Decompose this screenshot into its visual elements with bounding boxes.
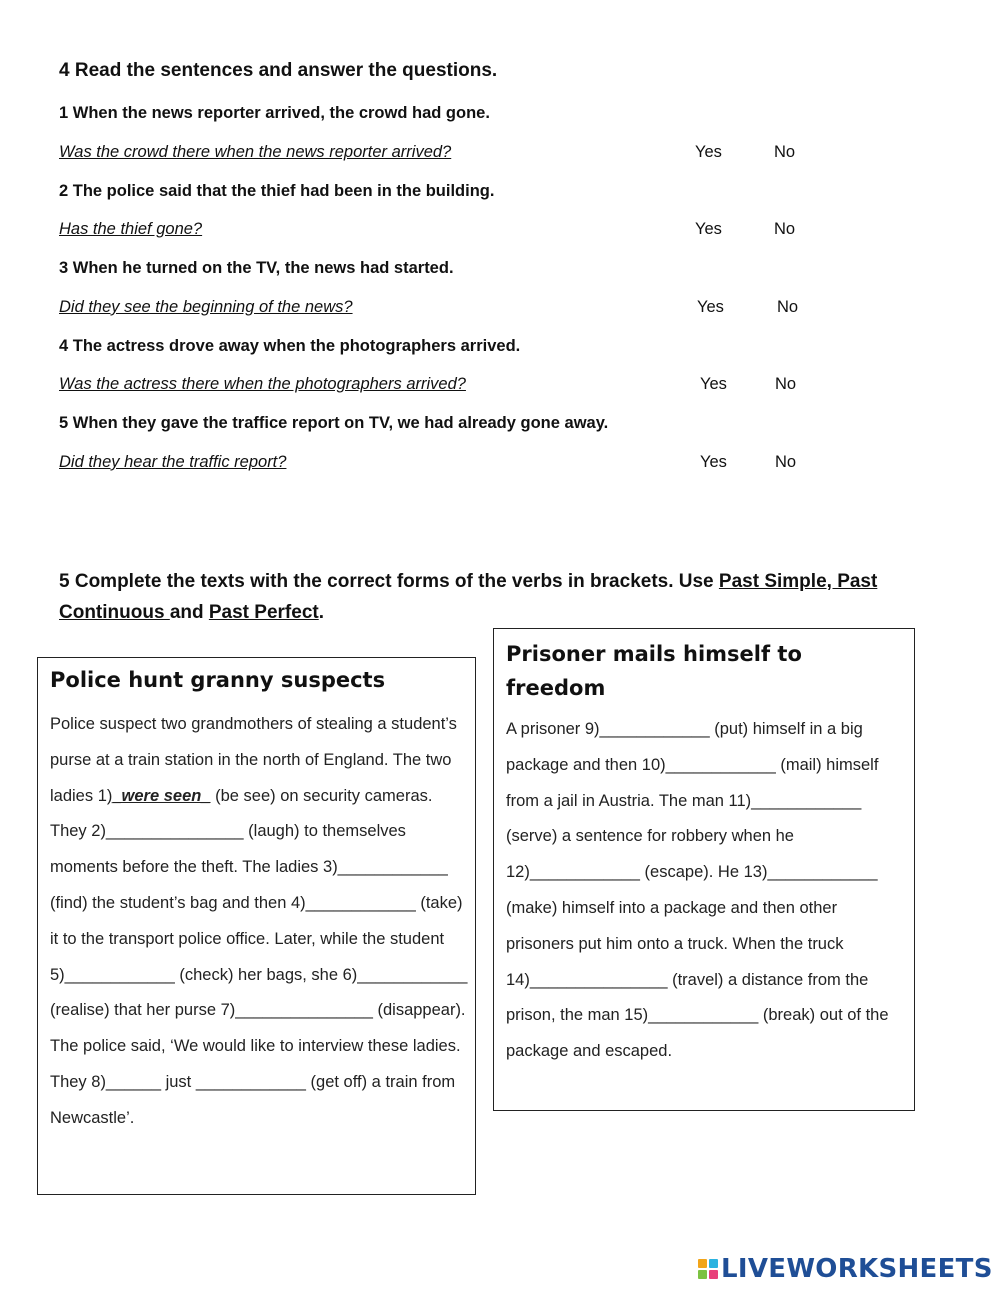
granny-suspects-box <box>37 657 476 1195</box>
section-4-heading: 4 Read the sentences and answer the questions. <box>59 60 498 81</box>
liveworksheets-logo <box>698 1254 993 1284</box>
yes-option-5[interactable]: Yes <box>700 453 727 471</box>
box-title: Prisoner mails himself to freedom <box>506 642 802 700</box>
box-title: Police hunt granny suspects <box>50 668 386 692</box>
sentence-5: 5 When they gave the traffice report on TV, we had already gone away. <box>59 414 609 432</box>
no-option-4[interactable]: No <box>775 375 797 393</box>
question-1: Was the crowd there when the news reporter arrived? <box>59 143 452 161</box>
no-option-2[interactable]: No <box>774 220 796 238</box>
yes-option-4[interactable]: Yes <box>700 375 727 393</box>
prisoner-mails-box <box>493 628 915 1111</box>
logo-square <box>709 1270 718 1279</box>
question-2: Has the thief gone? <box>59 220 203 238</box>
logo-text: LIVEWORKSHEETS <box>721 1254 993 1284</box>
no-option-1[interactable]: No <box>774 143 796 161</box>
no-option-3[interactable]: No <box>777 298 799 316</box>
sentence-1: 1 When the news reporter arrived, the crowd had gone. <box>59 104 490 122</box>
section-5-heading: 5 Complete the texts with the correct forms of the verbs in brackets. Use Past Simple, Past Continuous and Past Perfect. <box>59 571 878 623</box>
yes-option-3[interactable]: Yes <box>697 298 724 316</box>
box-text: A prisoner 9)____________ (put) himself in a big package and then 10)____________ (mail) himself from a jail in Austria. The man 11)____________ (serve) a sentence for robbery when he 12)____________ (escape). He 13)____________ (make) himself into a package and then other prisoners put him onto a truck. When the truck 14)_______________ (travel) a distance from the prison, the man 15)____________ (break) out of the package and escaped. <box>506 720 889 1061</box>
logo-square <box>698 1259 707 1268</box>
logo-square <box>709 1259 718 1268</box>
box-text: Police suspect two grandmothers of stealing a student’s purse at a train station in the north of England. The two ladies 1)_were seen_ (be see) on security cameras. They 2)_______________ (laugh) to themselves moments before the theft. The ladies 3)____________ (find) the student’s bag and then 4)____________ (take) it to the transport police office. Later, while the student 5)____________ (check) her bags, she 6)____________ (realise) that her purse 7)_______________ (disappear). The police said, ‘We would like to interview these ladies. They 8)______ just ____________ (get off) a train from Newcastle’. <box>50 715 468 1127</box>
logo-square <box>698 1270 707 1279</box>
sentence-3: 3 When he turned on the TV, the news had started. <box>59 259 454 277</box>
yes-option-2[interactable]: Yes <box>695 220 722 238</box>
yes-option-1[interactable]: Yes <box>695 143 722 161</box>
no-option-5[interactable]: No <box>775 453 797 471</box>
sentence-4: 4 The actress drove away when the photographers arrived. <box>59 337 521 355</box>
logo-mark-icon <box>698 1259 718 1279</box>
question-4: Was the actress there when the photographers arrived? <box>59 375 466 393</box>
answer-1[interactable]: _were seen_ <box>112 786 211 805</box>
sentence-2: 2 The police said that the thief had been in the building. <box>59 182 495 200</box>
question-5: Did they hear the traffic report? <box>59 453 287 471</box>
question-3: Did they see the beginning of the news? <box>59 298 353 316</box>
